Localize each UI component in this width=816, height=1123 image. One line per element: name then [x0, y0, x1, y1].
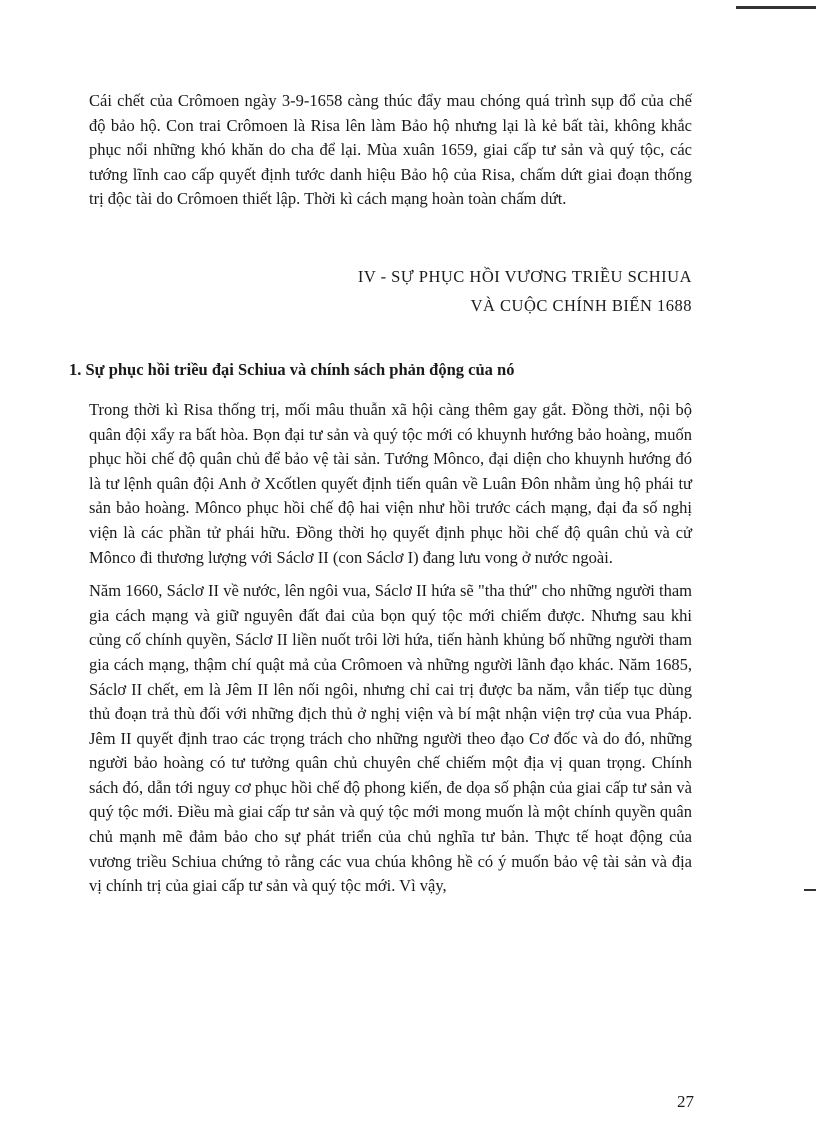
top-edge-rule: [736, 6, 816, 9]
subsection-title: 1. Sự phục hồi triều đại Schiua và chính sách phản động của nó: [69, 359, 515, 379]
page-number: 27: [677, 1092, 694, 1111]
margin-mark: [804, 889, 816, 891]
paragraph-1: Cái chết của Crômoen ngày 3-9-1658 càng thúc đẩy mau chóng quá trình sụp đổ của chế độ bảo hộ. Con trai Crômoen là Risa lên làm Bảo hộ nhưng lại là kẻ bất tài, không khắc phục nổi những khó khăn do cha để lại. Mùa xuân 1659, giai cấp tư sản và quý tộc, các tướng lĩnh cao cấp quyết định tước danh hiệu Bảo hộ của Risa, chấm dứt giai đoạn thống trị độc tài do Crômoen thiết lập. Thời kì cách mạng hoàn toàn chấm dứt.: [89, 91, 692, 209]
page-content: [69, 89, 692, 899]
section-heading-line-2: VÀ CUỘC CHÍNH BIẾN 1688: [470, 295, 692, 315]
paragraph-2: Trong thời kì Risa thống trị, mối mâu thuẫn xã hội càng thêm gay gắt. Đồng thời, nội bộ quân đội xẩy ra bất hòa. Bọn đại tư sản và quý tộc mới có khuynh hướng bảo hoàng, muốn phục hồi chế độ quân chủ để bảo vệ tài sản. Tướng Mônco, đại diện cho khuynh hướng đó là tư lệnh quân đội Anh ở Xcốtlen quyết định tiến quân về Luân Đôn nhằm ủng hộ phái tư sản bảo hoàng. Mônco phục hồi chế độ hai viện như hồi trước cách mạng, đại đa số nghị viện là các phần tử phái hữu. Đồng thời họ quyết định phục hồi chế độ quân chủ và cử Mônco đi thương lượng với Sáclơ II (con Sáclơ I) đang lưu vong ở nước ngoài.: [89, 399, 692, 567]
section-heading: [89, 262, 692, 320]
section-heading-line-1: IV - SỰ PHỤC HỒI VƯƠNG TRIỀU SCHIUA: [357, 266, 692, 286]
paragraph-3: Năm 1660, Sáclơ II về nước, lên ngôi vua, Sáclơ II hứa sẽ "tha thứ" cho những người tham gia cách mạng và giữ nguyên đất đai của bọn quý tộc mới chiếm được. Nhưng sau khi củng cố chính quyền, Sáclơ II liền nuốt trôi lời hứa, tiến hành khủng bố những người tham gia cách mạng, thậm chí quật mả của Crômoen và những người lãnh đạo khác. Năm 1685, Sáclơ II chết, em là Jêm II lên nối ngôi, nhưng chỉ cai trị được ba năm, vẫn tiếp tục dùng thủ đoạn trả thù đối với những địch thủ ở nghị viện và bí mật nhận viện trợ của vua Pháp. Jêm II quyết định trao các trọng trách cho những người theo đạo Cơ đốc và do đó, những người bảo hoàng có tư tưởng quân chủ chuyên chế chiếm một địa vị quan trọng. Chính sách đó, dẫn tới nguy cơ phục hồi chế độ phong kiến, đe dọa số phận của giai cấp tư sản và quý tộc mới. Điều mà giai cấp tư sản và quý tộc mới mong muốn là một chính quyền quân chủ mạnh mẽ đảm bảo cho sự phát triển của chủ nghĩa tư bản. Thực tế hoạt động của vương triều Schiua chứng tỏ rằng các vua chúa không hề có ý muốn bảo vệ tài sản và địa vị chính trị của giai cấp tư sản và quý tộc mới. Vì vậy,: [89, 581, 692, 896]
